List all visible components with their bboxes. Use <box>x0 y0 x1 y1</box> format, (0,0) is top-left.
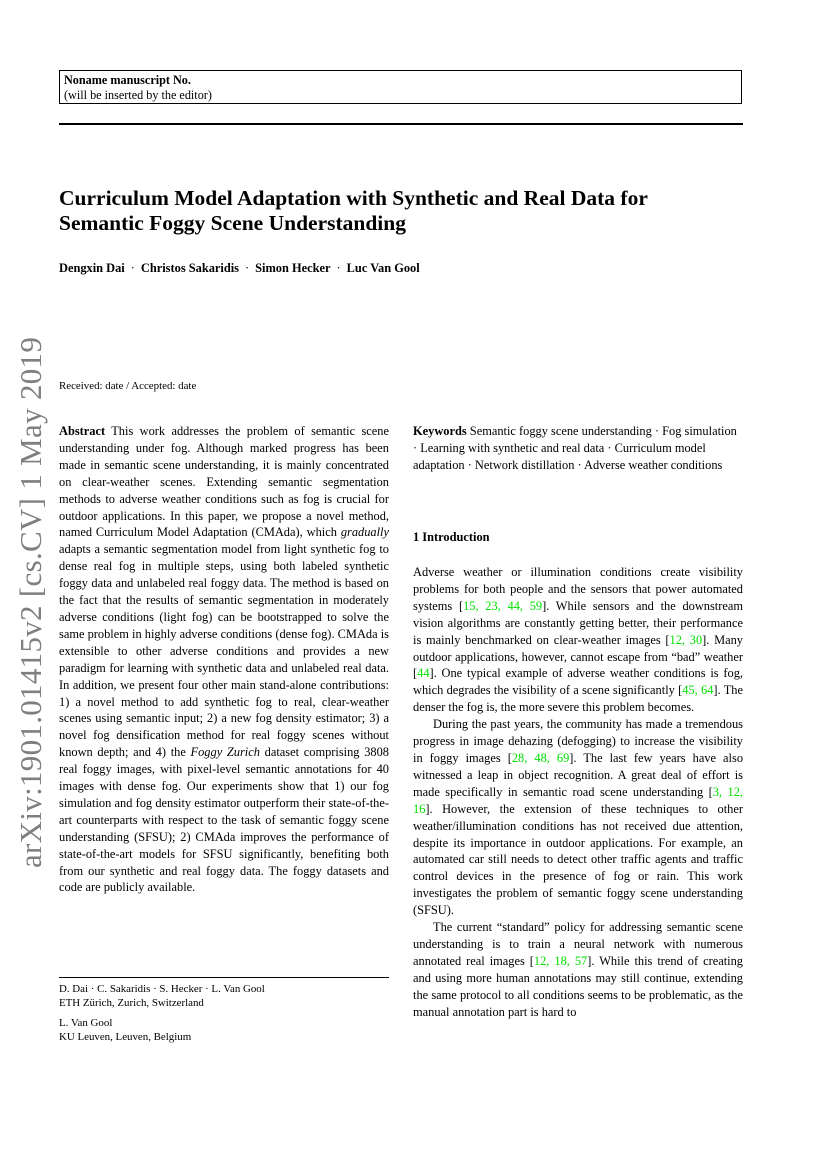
title-line-1: Curriculum Model Adaptation with Synthetic and Real Data for <box>59 186 648 210</box>
abstract-text: adapts a semantic segmentation model from light synthetic fog to dense real fog in multiple steps, using both labeled synthetic foggy data and unlabeled real foggy data. The method is based on the fact that the results of semantic segmentation in moderately adverse conditions (light fog) can be bootstrapped to solve the same problem in highly adverse conditions (dense fog). CMAda is extensible to other adverse conditions and provides a new paradigm for learning with synthetic data and unlabeled real data. In addition, we present four other main stand-alone contributions: 1) a novel method to add synthetic fog to real, clear-weather scenes using semantic input; 2) a new fog density estimator; 3) a novel fog densification method for real foggy scenes without known depth; and 4) the <box>59 542 389 760</box>
text: ]. However, the extension of these techniques to other weather/illumination conditions has not received due attention, despite its importance in outdoor applications. For example, an automated car still needs to detect other traffic agents and traffic control devices in the presence of fog or rain. This work investigates the problem of semantic foggy scene understanding (SFSU). <box>413 801 743 918</box>
text: During the past years, the community has made a tremendous progress in image dehazing (defogging) to increase the visibility in foggy images [ <box>413 717 743 765</box>
abstract-text: This work addresses the problem of semantic scene understanding under fog. Although marked progress has been made in semantic scene understanding, it is mainly concentrated on clear-weather scenes. Extending semantic segmentation methods to adverse weather conditions such as fog is crucial for outdoor applications. In this paper, we propose a novel method, named Curriculum Model Adaptation (CMAda), which <box>59 424 389 540</box>
citation-link[interactable]: 28, 48, 69 <box>511 750 570 765</box>
text: ]. The denser the fog is, the more severe this problem becomes. <box>413 683 743 715</box>
manuscript-note: (will be inserted by the editor) <box>64 87 212 102</box>
text: Adverse weather or illumination conditions create visibility problems for both people and the sensors that power automated systems [ <box>413 565 743 613</box>
citation-link[interactable]: 3, 12, 16 <box>413 784 743 816</box>
text: The current “standard” policy for addressing semantic scene understanding is to train a neural network with numerous annotated real images [ <box>413 920 743 968</box>
citation-link[interactable]: 12, 18, 57 <box>533 953 588 968</box>
author-name: Christos Sakaridis <box>140 261 240 275</box>
text: ]. While this trend of creating and using more human annotations may still continue, extending the same protocol to all conditions seems to be problematic, as the manual annotation part is hard to <box>413 953 743 1019</box>
text: ]. One typical example of adverse weather conditions is fog, which degrades the visibility of a scene significantly [ <box>413 666 743 698</box>
author-name: Luc Van Gool <box>346 261 420 275</box>
affiliation-names: D. Dai · C. Sakaridis · S. Hecker · L. Van Gool <box>59 983 265 995</box>
text: ]. While sensors and the downstream vision algorithms are constantly getting better, their performance is mainly benchmarked on clear-weather images [ <box>413 598 744 647</box>
footnote-rule <box>59 977 389 978</box>
abstract-emphasis: gradually <box>340 525 389 540</box>
author-name: Simon Hecker <box>255 261 331 275</box>
manuscript-label: Noname manuscript No. <box>64 73 191 87</box>
manuscript-box <box>59 70 742 104</box>
author-separator: · <box>130 261 135 275</box>
author-separator: · <box>245 261 250 275</box>
affiliation-ku-leuven <box>59 1016 389 1044</box>
affiliation-eth <box>59 982 389 1010</box>
paragraph <box>413 919 743 1020</box>
title-line-2: Semantic Foggy Scene Understanding <box>59 211 406 235</box>
text: ]. Many outdoor applications, however, cannot escape from “bad” weather [ <box>413 632 743 681</box>
received-date: Received: date / Accepted: date <box>59 380 197 392</box>
arxiv-stamp: arXiv:1901.01415v2 [cs.CV] 1 May 2019 <box>13 336 48 868</box>
introduction-body <box>413 564 743 1020</box>
paragraph <box>413 564 743 716</box>
abstract <box>59 423 389 896</box>
keywords <box>413 423 743 474</box>
paper-title <box>59 186 749 236</box>
citation-link[interactable]: 44 <box>417 666 430 681</box>
affiliation-institution: KU Leuven, Leuven, Belgium <box>59 1031 192 1044</box>
paragraph <box>413 716 743 919</box>
author-separator: · <box>336 261 341 275</box>
author-name: Dengxin Dai <box>59 261 125 275</box>
affiliation-institution: ETH Zürich, Zurich, Switzerland <box>59 997 204 1010</box>
affiliation-names: L. Van Gool <box>59 1017 113 1029</box>
keywords-text: Semantic foggy scene understanding · Fog simulation · Learning with synthetic and real data · Curriculum model adaptation · Network distillation · Adverse weather conditions <box>413 424 737 472</box>
dataset-name: Foggy Zurich <box>190 745 260 760</box>
keywords-label: Keywords <box>413 424 467 438</box>
citation-link[interactable]: 45, 64 <box>682 683 714 698</box>
abstract-label: Abstract <box>59 424 106 438</box>
header-rule <box>59 123 743 125</box>
author-list <box>59 260 749 276</box>
text: ]. The last few years have also witnessed a leap in object recognition. A great deal of effort is made specifically in semantic road scene understanding [ <box>413 750 744 799</box>
section-heading: 1 Introduction <box>413 530 490 544</box>
citation-link[interactable]: 12, 30 <box>669 632 703 647</box>
abstract-text: dataset comprising 3808 real foggy images, with pixel-level semantic annotations for 40 images with dense fog. Our experiments show that 1) our fog simulation and fog density estimator outperform their state-of-the-art counterparts with respect to the task of semantic foggy scene understanding (SFSU); 2) CMAda improves the performance of state-of-the-art models for SFSU significantly, benefiting both from our synthetic and real foggy data. The foggy datasets and code are publicly available. <box>59 745 389 895</box>
citation-link[interactable]: 15, 23, 44, 59 <box>463 598 543 613</box>
